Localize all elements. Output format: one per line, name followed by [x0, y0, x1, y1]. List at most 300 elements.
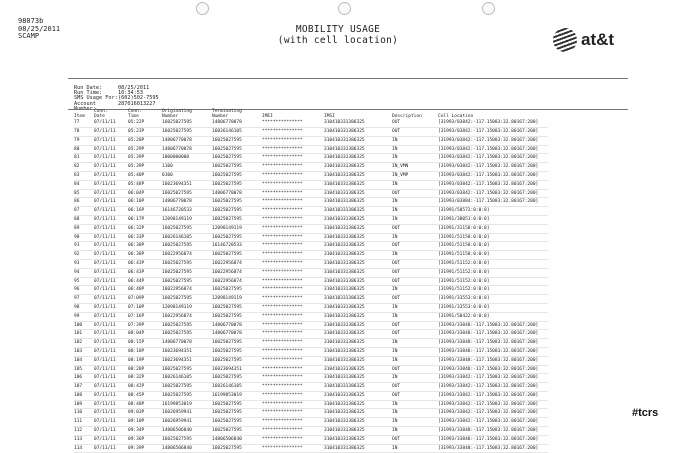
column-header: IMEI	[262, 113, 273, 119]
table-cell: 07:16P	[128, 312, 162, 321]
table-cell: 82	[74, 163, 94, 172]
table-cell: 16025027595	[212, 215, 262, 224]
table-cell: 16025027595	[212, 207, 262, 216]
table-row	[74, 391, 548, 400]
table-cell: 07/11/11	[94, 207, 128, 216]
table-cell: [31991/51152:0:0:0]	[438, 286, 548, 295]
table-row	[74, 339, 548, 348]
table-cell: ***************	[262, 277, 324, 286]
table-row	[74, 383, 548, 392]
table-cell: OUT	[392, 268, 438, 277]
table-cell: 16199853019	[162, 400, 212, 409]
table-cell: 16025027595	[162, 321, 212, 330]
table-cell: ***************	[262, 400, 324, 409]
table-cell: 14806770078	[212, 189, 262, 198]
table-cell: 310410331386325	[324, 435, 392, 444]
table-cell: ***************	[262, 127, 324, 136]
table-cell: 16025027595	[162, 119, 212, 127]
table-cell: 08:28P	[128, 365, 162, 374]
table-cell: IN	[392, 251, 438, 260]
table-cell: ***************	[262, 427, 324, 436]
table-cell: 16022956874	[162, 312, 212, 321]
table-cell: [31993/03842:-117.15083:32.80167:200]	[438, 154, 548, 163]
table-cell: [31991/51158:0:0:0]	[438, 251, 548, 260]
table-cell: [31993/33842:-117.15083:32.80167:200]	[438, 391, 548, 400]
table-cell: 310410331386325	[324, 145, 392, 154]
table-cell: 07/11/11	[94, 347, 128, 356]
table-cell: OUT	[392, 119, 438, 127]
table-cell: 101	[74, 330, 94, 339]
table-cell: ***************	[262, 136, 324, 145]
table-cell: 85	[74, 189, 94, 198]
table-cell: [31993/33842:-117.15083:32.80167:200]	[438, 374, 548, 383]
table-cell: 16025027595	[162, 383, 212, 392]
table-cell: 104	[74, 356, 94, 365]
table-cell: ***************	[262, 383, 324, 392]
table-cell: 09:03P	[128, 409, 162, 418]
table-row	[74, 154, 548, 163]
run-info-value: 287016013227	[118, 100, 156, 107]
table-cell: OUT	[392, 365, 438, 374]
table-cell: 07/11/11	[94, 427, 128, 436]
table-cell: OUT	[392, 127, 438, 136]
column-header: Conn. Time	[128, 109, 142, 119]
table-row	[74, 435, 548, 444]
table-cell: 07/11/11	[94, 400, 128, 409]
table-cell: 16025027595	[212, 400, 262, 409]
table-cell: 16022956874	[212, 277, 262, 286]
table-cell: 87	[74, 207, 94, 216]
table-cell: ***************	[262, 321, 324, 330]
table-cell: 12098149119	[162, 303, 212, 312]
table-cell: ***************	[262, 207, 324, 216]
table-cell: 07/11/11	[94, 286, 128, 295]
table-row	[74, 198, 548, 207]
table-cell: [31991/30051:0:0:0]	[438, 215, 548, 224]
table-cell: ***************	[262, 259, 324, 268]
table-cell: ***************	[262, 233, 324, 242]
table-cell: 06:10P	[128, 198, 162, 207]
table-row	[74, 374, 548, 383]
table-cell: ***************	[262, 242, 324, 251]
table-cell: [31993/03842:-117.15083:32.80167:200]	[438, 189, 548, 198]
table-cell: [31993/33842:-117.15083:32.80167:200]	[438, 383, 548, 392]
table-cell: 12098149119	[212, 295, 262, 304]
table-cell: 14806770078	[212, 321, 262, 330]
table-cell: 16023694351	[162, 180, 212, 189]
table-cell: OUT	[392, 330, 438, 339]
table-cell: [31993/03842:-117.15083:32.80167:200]	[438, 136, 548, 145]
table-cell: 112	[74, 427, 94, 436]
punch-hole	[482, 2, 495, 15]
table-cell: 07/11/11	[94, 119, 128, 127]
table-cell: 16025027595	[212, 163, 262, 172]
table-row	[74, 400, 548, 409]
table-cell: 80	[74, 145, 94, 154]
table-cell: [31993/03842:-117.15083:32.80167:200]	[438, 127, 548, 136]
table-cell: ***************	[262, 268, 324, 277]
table-cell: 16025027595	[212, 347, 262, 356]
table-cell: 06:32P	[128, 224, 162, 233]
table-cell: 310410331386325	[324, 383, 392, 392]
table-cell: OUT	[392, 189, 438, 198]
table-row	[74, 145, 548, 154]
table-cell: OUT	[392, 391, 438, 400]
table-cell: ***************	[262, 286, 324, 295]
table-cell: OUT	[392, 224, 438, 233]
table-cell: 95	[74, 277, 94, 286]
table-row	[74, 242, 548, 251]
table-cell: 111	[74, 418, 94, 427]
table-cell: OUT	[392, 259, 438, 268]
table-cell: 07/11/11	[94, 303, 128, 312]
table-cell: IN	[392, 154, 438, 163]
run-info-label: Run Time:	[74, 90, 103, 97]
table-cell: 16026146105	[162, 374, 212, 383]
table-cell: 310410331386325	[324, 339, 392, 348]
table-cell: 16199853019	[212, 391, 262, 400]
table-cell: IN	[392, 312, 438, 321]
column-header: IMSI	[324, 113, 335, 119]
run-info-value: 10:34:53	[118, 90, 143, 97]
table-cell: 310410331386325	[324, 374, 392, 383]
table-cell: 103	[74, 347, 94, 356]
table-cell: 07/11/11	[94, 163, 128, 172]
table-row	[74, 303, 548, 312]
table-row	[74, 444, 548, 453]
table-cell: [31993/33848:-117.15083:32.80167:200]	[438, 347, 548, 356]
table-cell: [31991/33553:0:0:0]	[438, 295, 548, 304]
table-cell: ***************	[262, 312, 324, 321]
table-cell: [31991/33553:0:0:0]	[438, 303, 548, 312]
table-cell: IN	[392, 286, 438, 295]
table-cell: ***************	[262, 189, 324, 198]
table-cell: 16025027595	[212, 198, 262, 207]
table-cell: 92	[74, 251, 94, 260]
table-cell: 09:36P	[128, 435, 162, 444]
table-cell: 16025027595	[162, 224, 212, 233]
table-cell: ***************	[262, 163, 324, 172]
table-cell: IN	[392, 207, 438, 216]
table-cell: 07/11/11	[94, 136, 128, 145]
table-row	[74, 418, 548, 427]
table-cell: 99	[74, 312, 94, 321]
table-cell: IN	[392, 339, 438, 348]
table-cell: OUT	[392, 242, 438, 251]
table-cell: 09:39P	[128, 444, 162, 453]
table-cell: ***************	[262, 224, 324, 233]
table-cell: 310410331386325	[324, 242, 392, 251]
table-cell: ***************	[262, 303, 324, 312]
table-cell: 90	[74, 233, 94, 242]
table-cell: 16025027595	[212, 136, 262, 145]
run-info-value: 08/25/2011	[118, 85, 150, 91]
table-cell: 310410331386325	[324, 321, 392, 330]
table-cell: [31991/51158:0:0:0]	[438, 242, 548, 251]
table-cell: 310410331386325	[324, 356, 392, 365]
table-cell: 06:17P	[128, 215, 162, 224]
table-cell: 16025027595	[212, 427, 262, 436]
table-cell: 16023694351	[162, 356, 212, 365]
table-cell: IN	[392, 180, 438, 189]
table-cell: 310410331386325	[324, 409, 392, 418]
run-info-value: (602)502-7595	[118, 95, 159, 102]
table-cell: 16025027595	[212, 154, 262, 163]
logo-text: at&t	[581, 30, 615, 49]
table-row	[74, 330, 548, 339]
table-cell: [31993/33842:-117.15083:32.80167:200]	[438, 418, 548, 427]
table-cell: ***************	[262, 444, 324, 453]
table-cell: 16025027595	[212, 180, 262, 189]
table-cell: 16025027595	[212, 339, 262, 348]
table-cell: 98	[74, 303, 94, 312]
table-cell: [31991/31158:0:0:0]	[438, 224, 548, 233]
table-row	[74, 163, 548, 172]
table-row	[74, 251, 548, 260]
column-header: Description	[392, 113, 422, 119]
table-cell: [31991/51152:0:0:0]	[438, 277, 548, 286]
globe-icon	[553, 28, 577, 52]
att-logo	[553, 28, 663, 54]
table-cell: [31991/50422:0:0:0]	[438, 312, 548, 321]
table-cell: 07/11/11	[94, 374, 128, 383]
system-name: SCAMP	[18, 32, 40, 40]
table-cell: ***************	[262, 409, 324, 418]
table-cell: 1100	[162, 163, 212, 172]
table-cell: [31993/03842:-117.15083:32.80167:200]	[438, 180, 548, 189]
table-cell: 84	[74, 180, 94, 189]
table-cell: 310410331386325	[324, 427, 392, 436]
table-row	[74, 268, 548, 277]
table-cell: 07/11/11	[94, 365, 128, 374]
column-header: Originating Number	[162, 109, 192, 119]
table-cell: IN	[392, 400, 438, 409]
table-cell: 310410331386325	[324, 286, 392, 295]
table-cell: ***************	[262, 154, 324, 163]
table-cell: 06:44P	[128, 277, 162, 286]
table-cell: 96	[74, 286, 94, 295]
table-row	[74, 180, 548, 189]
table-cell: [31993/33848:-117.15083:32.80167:200]	[438, 321, 548, 330]
tcrs-stamp: #tcrs	[632, 407, 659, 419]
table-cell: 07/11/11	[94, 409, 128, 418]
table-cell: 310410331386325	[324, 277, 392, 286]
table-cell: 106	[74, 374, 94, 383]
run-info-label: Account Number:	[74, 100, 96, 112]
table-cell: [31993/33842:-117.15083:32.80167:200]	[438, 400, 548, 409]
table-cell: 93	[74, 259, 94, 268]
table-cell: IN_VMP	[392, 171, 438, 180]
table-row	[74, 215, 548, 224]
table-cell: 310410331386325	[324, 198, 392, 207]
table-cell: 109	[74, 400, 94, 409]
table-cell: 16023694351	[212, 365, 262, 374]
table-cell: 310410331386325	[324, 127, 392, 136]
table-cell: 07/11/11	[94, 189, 128, 198]
table-cell: 09:10P	[128, 418, 162, 427]
table-cell: 12098149119	[212, 224, 262, 233]
table-cell: 08:04P	[128, 330, 162, 339]
table-cell: 06:48P	[128, 286, 162, 295]
table-cell: OUT	[392, 321, 438, 330]
table-row	[74, 321, 548, 330]
table-cell: 83	[74, 171, 94, 180]
table-cell: 07/11/11	[94, 127, 128, 136]
table-cell: 310410331386325	[324, 365, 392, 374]
divider	[68, 78, 628, 79]
table-cell: 310410331386325	[324, 215, 392, 224]
table-cell: 14806770078	[162, 136, 212, 145]
table-cell: 16025027595	[162, 295, 212, 304]
table-row	[74, 233, 548, 242]
table-cell: 77	[74, 119, 94, 127]
table-cell: 16026959941	[162, 418, 212, 427]
table-cell: 16025027595	[162, 189, 212, 198]
table-cell: 108	[74, 391, 94, 400]
table-cell: 07/11/11	[94, 233, 128, 242]
table-row	[74, 189, 548, 198]
table-cell: IN	[392, 233, 438, 242]
table-cell: [31993/33848:-117.15083:32.80167:200]	[438, 365, 548, 374]
column-header: Terminating Number	[212, 109, 242, 119]
table-cell: IN	[392, 215, 438, 224]
table-cell: 16146720533	[212, 242, 262, 251]
table-cell: 05:48P	[128, 180, 162, 189]
table-cell: 78	[74, 127, 94, 136]
table-cell: 08:19P	[128, 356, 162, 365]
table-cell: IN_VMN	[392, 163, 438, 172]
table-cell: 16026146105	[212, 383, 262, 392]
table-cell: 310410331386325	[324, 347, 392, 356]
table-cell: 114	[74, 444, 94, 453]
title-line-1: MOBILITY USAGE	[295, 24, 381, 35]
table-cell: 07/11/11	[94, 224, 128, 233]
table-cell: 07/11/11	[94, 383, 128, 392]
table-cell: 07/11/11	[94, 391, 128, 400]
table-row	[74, 356, 548, 365]
table-cell: 310410331386325	[324, 171, 392, 180]
table-cell: 07/11/11	[94, 251, 128, 260]
table-cell: 94	[74, 268, 94, 277]
table-cell: OUT	[392, 435, 438, 444]
table-cell: 07/11/11	[94, 330, 128, 339]
table-cell: 07/11/11	[94, 444, 128, 453]
run-info-label: SMS Usage For:	[74, 95, 118, 102]
table-row	[74, 224, 548, 233]
table-cell: 14806770078	[162, 145, 212, 154]
table-cell: 05:29P	[128, 145, 162, 154]
table-cell: 16025027595	[212, 286, 262, 295]
table-cell: 08:18P	[128, 347, 162, 356]
table-cell: 100	[74, 321, 94, 330]
table-cell: 16025027595	[212, 233, 262, 242]
table-cell: 16025027595	[212, 444, 262, 453]
table-cell: 310410331386325	[324, 391, 392, 400]
table-cell: 07/11/11	[94, 145, 128, 154]
table-cell: IN	[392, 198, 438, 207]
table-cell: OUT	[392, 295, 438, 304]
table-cell: 16025027595	[162, 242, 212, 251]
table-cell: 310410331386325	[324, 154, 392, 163]
table-cell: [31993/33848:-117.15083:32.80167:200]	[438, 330, 548, 339]
table-cell: ***************	[262, 365, 324, 374]
table-header-row	[74, 110, 548, 119]
table-cell: 07/11/11	[94, 295, 128, 304]
table-row	[74, 127, 548, 136]
table-cell: 07/11/11	[94, 277, 128, 286]
table-cell: 07/11/11	[94, 339, 128, 348]
table-cell: ***************	[262, 251, 324, 260]
table-cell: 08:48P	[128, 400, 162, 409]
table-cell: ***************	[262, 180, 324, 189]
table-cell: [31991/51152:0:0:0]	[438, 259, 548, 268]
table-cell: 16025027595	[212, 303, 262, 312]
table-cell: 310410331386325	[324, 259, 392, 268]
table-cell: [31993/03842:-117.15083:32.80167:200]	[438, 145, 548, 154]
table-cell: ***************	[262, 330, 324, 339]
table-cell: [31993/33848:-117.15083:32.80167:200]	[438, 339, 548, 348]
table-row	[74, 119, 548, 127]
table-cell: 1000000000	[162, 154, 212, 163]
table-cell: 310410331386325	[324, 303, 392, 312]
table-cell: 16025027595	[212, 312, 262, 321]
table-cell: ***************	[262, 198, 324, 207]
table-cell: [31993/33848:-117.15083:32.80167:200]	[438, 356, 548, 365]
title-line-2: (with cell location)	[277, 35, 399, 46]
column-header: Conn. Date	[94, 109, 108, 119]
table-cell: 07/11/11	[94, 312, 128, 321]
table-cell: 07:10P	[128, 303, 162, 312]
column-header: Cell Location	[438, 113, 474, 119]
table-cell: 16025027595	[212, 374, 262, 383]
table-body	[74, 119, 548, 453]
table-row	[74, 136, 548, 145]
table-cell: 07/11/11	[94, 154, 128, 163]
table-cell: [31991/50572:0:0:0]	[438, 207, 548, 216]
table-cell: 16025027595	[212, 171, 262, 180]
table-cell: 16025027595	[212, 356, 262, 365]
table-cell: 08:32P	[128, 374, 162, 383]
table-cell: 14806506840	[162, 427, 212, 436]
table-cell: ***************	[262, 347, 324, 356]
table-cell: 91	[74, 242, 94, 251]
table-cell: 07:39P	[128, 321, 162, 330]
table-cell: 105	[74, 365, 94, 374]
table-cell: 310410331386325	[324, 295, 392, 304]
table-cell: ***************	[262, 215, 324, 224]
table-cell: 07/11/11	[94, 171, 128, 180]
table-row	[74, 277, 548, 286]
table-row	[74, 312, 548, 321]
table-cell: 08:45P	[128, 391, 162, 400]
table-cell: [31991/51152:0:0:0]	[438, 268, 548, 277]
table-cell: 310410331386325	[324, 224, 392, 233]
table-cell: 310410331386325	[324, 268, 392, 277]
table-cell: 05:39P	[128, 163, 162, 172]
table-cell: 06:38P	[128, 251, 162, 260]
table-row	[74, 365, 548, 374]
table-cell: ***************	[262, 339, 324, 348]
table-cell: 05:39P	[128, 154, 162, 163]
table-cell: ***************	[262, 435, 324, 444]
table-cell: 310410331386325	[324, 444, 392, 453]
table-cell: 113	[74, 435, 94, 444]
table-cell: 07/11/11	[94, 215, 128, 224]
punch-hole	[196, 2, 209, 15]
table-cell: 14806506840	[162, 444, 212, 453]
table-cell: [31993/33842:-117.15083:32.80167:200]	[438, 409, 548, 418]
table-cell: ***************	[262, 356, 324, 365]
